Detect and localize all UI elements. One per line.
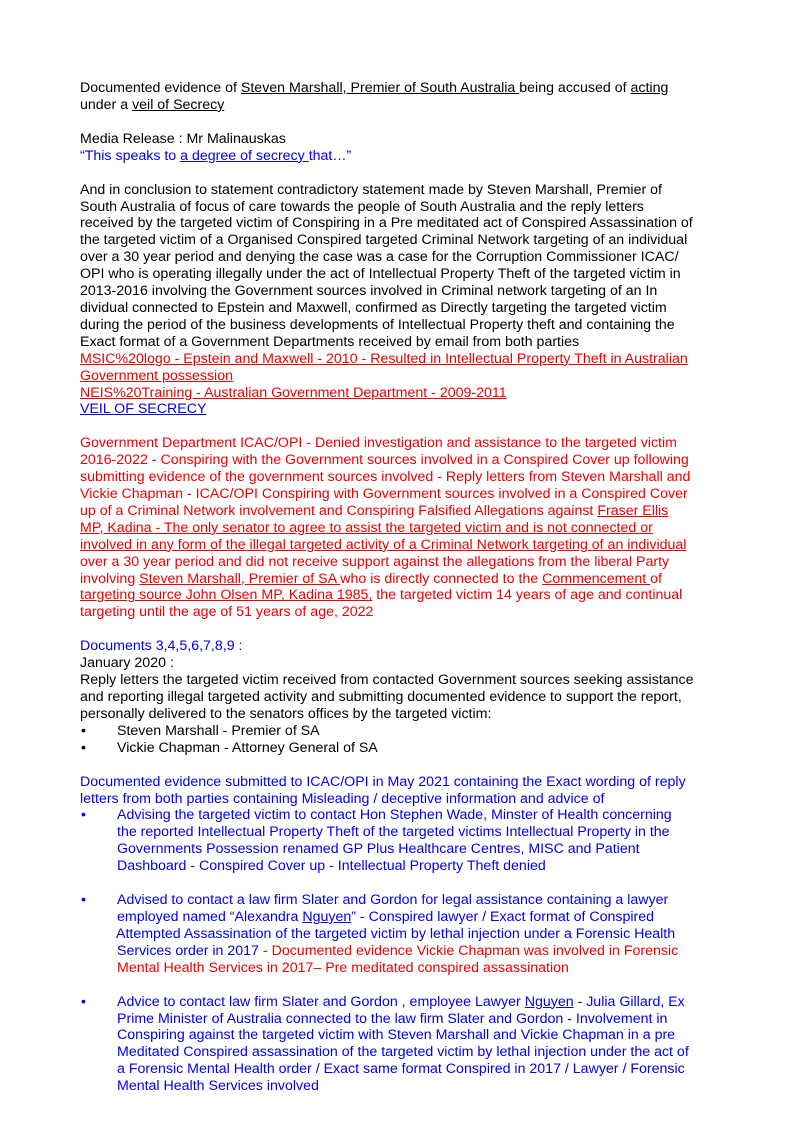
govdept-text: the targeted victim 14 years of age and continual: [372, 587, 683, 604]
conclusion-line: received by the targeted victim of Conspiring in a Pre meditated act of Conspired Assassination of: [80, 215, 693, 232]
govdept-line: targeting until the age of 51 years of age, 2022: [80, 604, 374, 621]
list-spacer: [80, 875, 720, 892]
list-item-text: Mental Health Services in 2017– Pre meditated conspired assassination: [117, 959, 569, 976]
nguyen-link[interactable]: Nguyen: [302, 908, 352, 925]
list-item-text: the reported Intellectual Property Theft of the targeted victims Intellectual Property in the: [117, 824, 670, 841]
govdept-line: [80, 571, 720, 588]
list-text: Services order in 2017: [117, 942, 263, 959]
list-item-text: a Forensic Mental Health order / Exact same format Conspired in 2017 / Lawyer / Forensic: [117, 1061, 685, 1078]
documents-line: Reply letters the targeted victim received from contacted Government sources seeking assistance: [80, 672, 694, 689]
acting-link[interactable]: acting: [630, 80, 669, 96]
conclusion-line: And in conclusion to statement contradictory statement made by Steven Marshall, Premier of: [80, 181, 662, 198]
list-item-text: Governments Possession renamed GP Plus Healthcare Centres, MISC and Patient: [117, 841, 640, 858]
neis-training-link[interactable]: NEIS%20Training - Australian Government Department - 2009-2011: [80, 384, 507, 401]
govdept-line: Vickie Chapman - ICAC/OPI Conspiring with Government sources involved in a Conspired Cover: [80, 486, 688, 503]
title-line-1: [80, 80, 720, 97]
degree-of-secrecy-link[interactable]: a degree of secrecy: [180, 147, 309, 164]
commencement-link[interactable]: Commencement: [542, 570, 651, 587]
list-item-text: Prime Minister of Australia connected to the law firm Slater and Gordon - Involvement in: [117, 1010, 668, 1027]
conclusion-line: the targeted victim of a Organised Conspired targeted Criminal Network targeting of an individual: [80, 232, 688, 249]
documents-line: and reporting illegal targeted activity and submitting documented evidence to support the report,: [80, 689, 682, 705]
list-item-text: Dashboard - Conspired Cover up - Intellectual Property Theft denied: [117, 858, 546, 875]
document-page: [80, 80, 720, 1095]
list-text: - Julia Gillard, Ex: [573, 993, 685, 1010]
john-olsen-link[interactable]: targeting source John Olsen MP, Kadina 1985,: [80, 587, 373, 604]
govdept-text: who is directly connected to the: [340, 570, 543, 587]
bullet-icon: •: [81, 739, 86, 756]
fraser-ellis-link[interactable]: Fraser Ellis: [597, 502, 669, 519]
list-item: [80, 994, 720, 1095]
quote-close: that…”: [308, 147, 352, 164]
govdept-line: [80, 587, 720, 604]
bullet-icon: •: [81, 892, 86, 909]
bullet-icon: •: [81, 993, 86, 1010]
conclusion-line: over a 30 year period and denying the case was a case for the Corruption Commissioner ICAC/: [80, 249, 679, 266]
submitted-line: letters from both parties containing Misleading / deceptive information and advice of: [80, 790, 605, 807]
veil-of-secrecy-upper-link[interactable]: VEIL OF SECRECY: [80, 401, 207, 418]
list-item-text: [117, 943, 720, 960]
documents-bullet-list: [80, 723, 720, 757]
title-text-mid: being accused of: [519, 80, 631, 96]
media-release-line: Media Release : Mr Malinauskas: [80, 130, 286, 147]
fraser-ellis-link-cont[interactable]: involved in any form of the illegal targeted activity of a Criminal Network targeting of an individual: [80, 536, 687, 553]
conclusion-line: 2013-2016 involving the Government sources involved in Criminal network targeting of an In: [80, 283, 658, 300]
list-item-text: Vickie Chapman - Attorney General of SA: [117, 739, 378, 756]
govdept-line: submitting evidence of the government sources involved - Reply letters from Steven Marshall and: [80, 469, 691, 486]
conclusion-line: Exact format of a Government Departments received by email from both parties: [80, 333, 580, 350]
documents-date: January 2020 :: [80, 655, 174, 672]
govdept-text: involving: [80, 570, 140, 587]
list-item: [80, 892, 720, 977]
conclusion-line: South Australia of focus of care towards the people of South Australia and the reply letters: [80, 198, 644, 215]
conclusion-line: dividual connected to Epstein and Maxwell, confirmed as Directly targeting the targeted victim: [80, 299, 667, 316]
list-spacer: [80, 977, 720, 994]
govdept-text: up of a Criminal Network involvement and Conspiring Falsified Allegations against: [80, 502, 598, 519]
list-item: [80, 807, 720, 875]
title-line-2: [80, 97, 720, 114]
list-item-text: Mental Health Services involved: [117, 1078, 319, 1095]
submitted-bullet-list: [80, 807, 720, 1095]
media-quote: [80, 148, 720, 165]
list-item-text: Advising the targeted victim to contact Hon Stephen Wade, Minster of Health concerning: [117, 807, 672, 824]
conclusion-line: during the period of the business developments of Intellectual Property theft and containing the: [80, 316, 675, 333]
fraser-ellis-link-cont[interactable]: MP, Kadina - The only senator to agree to assist the targeted victim and is not connected or: [80, 519, 653, 536]
list-item-text: [117, 909, 720, 926]
submitted-line: Documented evidence submitted to ICAC/OPI in May 2021 containing the Exact wording of reply: [80, 773, 686, 790]
title-text: Documented evidence of: [80, 80, 241, 96]
list-item: [80, 723, 720, 740]
conclusion-paragraph: [80, 182, 720, 419]
list-item: [80, 740, 720, 757]
title-text-under: under a: [80, 96, 133, 113]
list-item-text: [117, 994, 720, 1011]
list-item-text: Advised to contact a law firm Slater and Gordon for legal assistance containing a lawyer: [117, 892, 669, 909]
list-text: Advice to contact law firm Slater and Gordon , employee Lawyer: [117, 993, 525, 1010]
list-item-text: Meditated Conspired assassination of the targeted victim by lethal injection under the act of: [117, 1044, 689, 1061]
list-text: employed named “Alexandra: [117, 908, 303, 925]
govdept-line: Government Department ICAC/OPI - Denied investigation and assistance to the targeted victim: [80, 435, 677, 452]
list-item-text: Attempted Assassination of the targeted victim by lethal injection under a Forensic Health: [116, 925, 676, 942]
bullet-icon: •: [81, 807, 86, 824]
documents-heading: Documents 3,4,5,6,7,8,9 :: [80, 638, 243, 655]
documents-line: personally delivered to the senators offices by the targeted victim:: [80, 705, 492, 722]
submitted-section: [80, 774, 720, 1095]
marshall-link[interactable]: Steven Marshall, Premier of South Australia: [240, 80, 520, 96]
bullet-icon: •: [81, 722, 86, 739]
govdept-text: of: [650, 570, 662, 587]
gov-dept-paragraph: [80, 435, 720, 621]
list-item-text: Steven Marshall - Premier of SA: [117, 722, 320, 739]
msic-logo-link-cont[interactable]: Government possession: [80, 367, 233, 384]
govdept-line: [80, 503, 720, 520]
list-text: ” - Conspired lawyer / Exact format of Conspired: [351, 908, 655, 925]
govdept-line: 2016-2022 - Conspiring with the Government sources involved in a Conspired Cover up following: [80, 452, 689, 469]
nguyen-link[interactable]: Nguyen: [524, 993, 574, 1010]
conclusion-line: OPI who is operating illegally under the act of Intellectual Property Theft of the targeted victim in: [80, 266, 681, 283]
list-item-text: Conspiring against the targeted victim with Steven Marshall and Vickie Chapman in a pre: [117, 1027, 676, 1044]
govdept-line: over a 30 year period and did not receive support against the allegations from the liberal Party: [80, 553, 670, 570]
quote-open: “This speaks to: [80, 147, 181, 164]
marshall-premier-link[interactable]: Steven Marshall, Premier of SA: [139, 570, 341, 587]
veil-of-secrecy-link[interactable]: veil of Secrecy: [132, 96, 225, 113]
msic-logo-link[interactable]: MSIC%20logo - Epstein and Maxwell - 2010 - Resulted in Intellectual Property Theft in Australian: [80, 350, 688, 367]
list-text-red: - Documented evidence Vickie Chapman was involved in Forensic: [262, 942, 679, 959]
